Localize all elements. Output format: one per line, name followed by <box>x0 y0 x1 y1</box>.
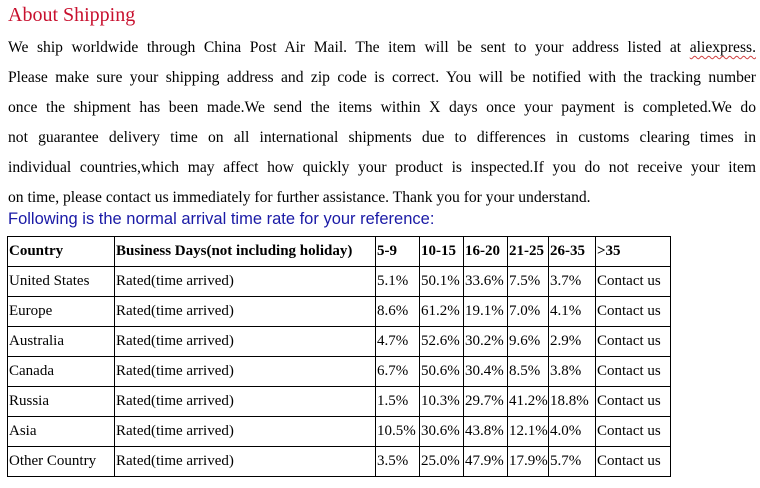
table-row <box>8 267 671 297</box>
table-header-row <box>8 237 671 267</box>
cell-rate: Contact us <box>596 417 671 447</box>
cell-rate: 47.9% <box>464 447 508 477</box>
cell-rate: 61.2% <box>420 297 464 327</box>
cell-country: Australia <box>8 327 115 357</box>
cell-rate: 12.1% <box>508 417 549 447</box>
cell-rate: 50.6% <box>420 357 464 387</box>
cell-rate: 30.6% <box>420 417 464 447</box>
cell-rate: 3.8% <box>549 357 596 387</box>
cell-business-days: Rated(time arrived) <box>115 267 376 297</box>
cell-business-days: Rated(time arrived) <box>115 297 376 327</box>
cell-rate: 6.7% <box>376 357 420 387</box>
header-16-20: 16-20 <box>464 237 508 267</box>
cell-rate: Contact us <box>596 357 671 387</box>
shipping-description <box>8 33 756 213</box>
table-row <box>8 447 671 477</box>
description-line: once the shipment has been made.We send the items within X days once your payment is completed.We do <box>8 99 756 116</box>
description-line-text: We ship worldwide through China Post Air Mail. The item will be sent to your address listed at <box>8 39 690 56</box>
cell-rate: 50.1% <box>420 267 464 297</box>
table-row <box>8 327 671 357</box>
aliexpress-link[interactable]: aliexpress. <box>689 39 756 56</box>
cell-rate: Contact us <box>596 447 671 477</box>
cell-business-days: Rated(time arrived) <box>115 417 376 447</box>
description-line: not guarantee delivery time on all international shipments due to differences in customs clearing times in <box>8 129 756 146</box>
table-caption: Following is the normal arrival time rate for your reference: <box>8 210 435 228</box>
table-row <box>8 357 671 387</box>
header-over-35: >35 <box>596 237 671 267</box>
cell-country: Other Country <box>8 447 115 477</box>
cell-rate: Contact us <box>596 267 671 297</box>
cell-rate: 5.1% <box>376 267 420 297</box>
header-10-15: 10-15 <box>420 237 464 267</box>
cell-rate: 4.7% <box>376 327 420 357</box>
cell-rate: 30.2% <box>464 327 508 357</box>
cell-rate: Contact us <box>596 387 671 417</box>
cell-business-days: Rated(time arrived) <box>115 357 376 387</box>
cell-business-days: Rated(time arrived) <box>115 387 376 417</box>
cell-rate: 5.7% <box>549 447 596 477</box>
header-country: Country <box>8 237 115 267</box>
cell-rate: 17.9% <box>508 447 549 477</box>
cell-country: Canada <box>8 357 115 387</box>
cell-business-days: Rated(time arrived) <box>115 327 376 357</box>
description-line <box>8 33 756 63</box>
table-row <box>8 417 671 447</box>
cell-rate: 1.5% <box>376 387 420 417</box>
cell-rate: 2.9% <box>549 327 596 357</box>
table-row <box>8 297 671 327</box>
cell-rate: 19.1% <box>464 297 508 327</box>
cell-rate: 18.8% <box>549 387 596 417</box>
cell-rate: 3.5% <box>376 447 420 477</box>
cell-rate: 7.5% <box>508 267 549 297</box>
cell-rate: Contact us <box>596 327 671 357</box>
arrival-rate-table <box>7 236 671 477</box>
cell-rate: 4.1% <box>549 297 596 327</box>
header-26-35: 26-35 <box>549 237 596 267</box>
cell-rate: 3.7% <box>549 267 596 297</box>
cell-rate: Contact us <box>596 297 671 327</box>
cell-rate: 10.3% <box>420 387 464 417</box>
cell-rate: 52.6% <box>420 327 464 357</box>
cell-rate: 29.7% <box>464 387 508 417</box>
header-21-25: 21-25 <box>508 237 549 267</box>
cell-country: Asia <box>8 417 115 447</box>
cell-rate: 33.6% <box>464 267 508 297</box>
page-title: About Shipping <box>8 4 136 26</box>
description-line: Please make sure your shipping address and zip code is correct. You will be notified with the tracking number <box>8 69 756 86</box>
cell-rate: 7.0% <box>508 297 549 327</box>
cell-country: Europe <box>8 297 115 327</box>
cell-rate: 4.0% <box>549 417 596 447</box>
description-line: individual countries,which may affect how quickly your product is inspected.If you do not receive your item <box>8 159 756 176</box>
cell-country: Russia <box>8 387 115 417</box>
cell-rate: 30.4% <box>464 357 508 387</box>
cell-rate: 43.8% <box>464 417 508 447</box>
header-5-9: 5-9 <box>376 237 420 267</box>
description-line: on time, please contact us immediately for further assistance. Thank you for your understand. <box>8 189 591 206</box>
header-business-days: Business Days(not including holiday) <box>115 237 376 267</box>
cell-rate: 9.6% <box>508 327 549 357</box>
cell-rate: 8.5% <box>508 357 549 387</box>
cell-rate: 25.0% <box>420 447 464 477</box>
cell-country: United States <box>8 267 115 297</box>
cell-rate: 8.6% <box>376 297 420 327</box>
table-row <box>8 387 671 417</box>
cell-rate: 10.5% <box>376 417 420 447</box>
cell-business-days: Rated(time arrived) <box>115 447 376 477</box>
cell-rate: 41.2% <box>508 387 549 417</box>
